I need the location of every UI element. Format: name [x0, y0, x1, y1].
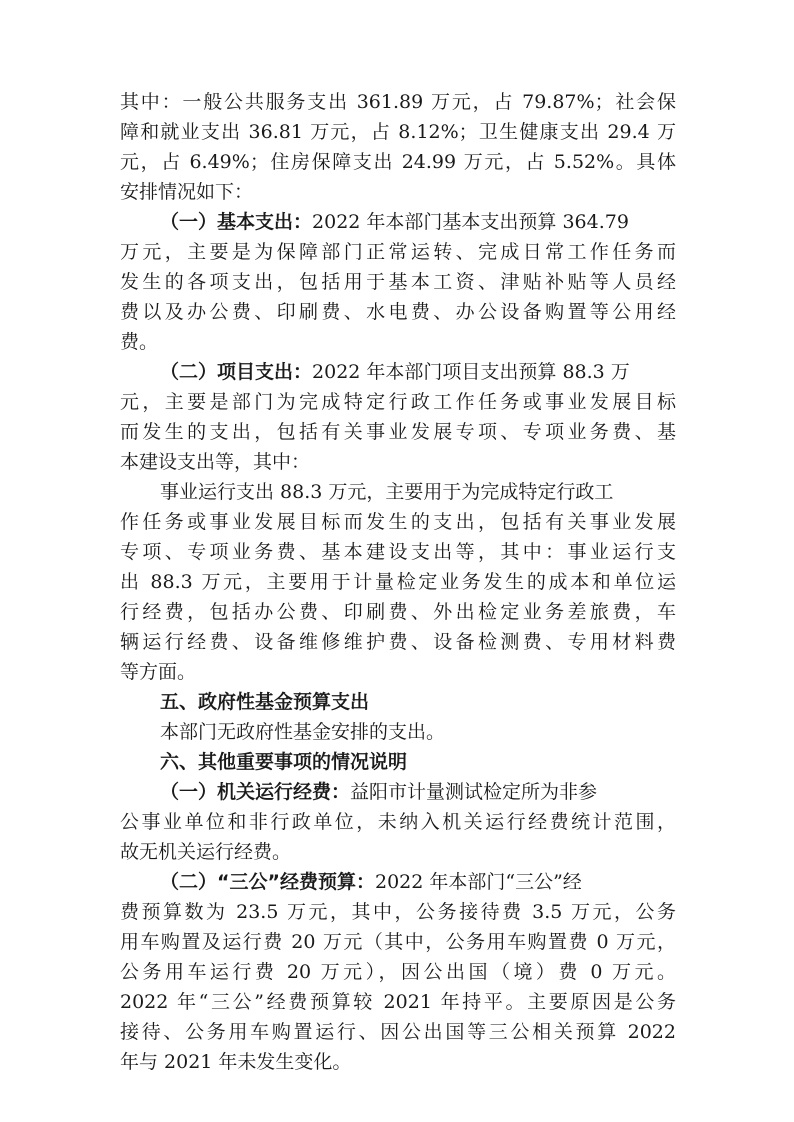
- three-public-text: 2022 年本部门“三公”经: [374, 871, 582, 893]
- text-line: 本部门无政府性基金安排的支出。: [160, 721, 446, 743]
- text-line: 安排情况如下：: [120, 181, 254, 203]
- text-line: 行经费，包括办公费、印刷费、外出检定业务差旅费，车: [120, 601, 676, 623]
- text-line: 公务用车运行费 20 万元），因公出国（境）费 0 万元。: [120, 961, 676, 983]
- project-expense-line: [120, 357, 676, 387]
- text-line: 障和就业支出 36.81 万元，占 8.12%；卫生健康支出 29.4 万: [120, 121, 676, 143]
- three-public-heading: （二）“三公”经费预算：: [160, 871, 375, 893]
- basic-expense-heading: （一）基本支出：: [160, 211, 313, 233]
- text-line: 费预算数为 23.5 万元，其中，公务接待费 3.5 万元，公务: [120, 901, 676, 923]
- text-line: 2022 年“三公”经费预算较 2021 年持平。主要原因是公务: [120, 991, 676, 1013]
- basic-expense-text: 2022 年本部门基本支出预算 364.79: [312, 211, 629, 233]
- basic-expense-line: [120, 207, 676, 237]
- text-line: 用车购置及运行费 20 万元（其中，公务用车购置费 0 万元，: [120, 931, 676, 953]
- text-line: 发生的各项支出，包括用于基本工资、津贴补贴等人员经: [120, 271, 676, 293]
- text-line: 元，占 6.49%；住房保障支出 24.99 万元，占 5.52%。具体: [120, 151, 676, 173]
- text-line: 作任务或事业发展目标而发生的支出，包括有关事业发展: [120, 511, 676, 533]
- text-line: 专项、专项业务费、基本建设支出等，其中：事业运行支: [120, 541, 676, 563]
- three-public-line: [120, 867, 676, 897]
- text-line: 故无机关运行经费。: [120, 841, 292, 863]
- text-line: 本建设支出等，其中：: [120, 451, 311, 473]
- section-five-heading: 五、政府性基金预算支出: [160, 691, 370, 713]
- text-line: 而发生的支出，包括有关事业发展专项、专项业务费、基: [120, 421, 676, 443]
- text-line: 公事业单位和非行政单位，未纳入机关运行经费统计范围，: [120, 811, 676, 833]
- text-line: 年与 2021 年未发生变化。: [120, 1051, 352, 1073]
- admin-cost-heading: （一）机关运行经费：: [160, 781, 351, 803]
- section-six-heading: 六、其他重要事项的情况说明: [160, 751, 408, 773]
- text-line: 万元，主要是为保障部门正常运转、完成日常工作任务而: [120, 241, 676, 263]
- text-line: 辆运行经费、设备维修维护费、设备检测费、专用材料费: [120, 631, 676, 653]
- admin-cost-text: 益阳市计量测试检定所为非参: [350, 781, 598, 803]
- project-expense-text: 2022 年本部门项目支出预算 88.3 万: [312, 361, 630, 383]
- text-line: 出 88.3 万元，主要用于计量检定业务发生的成本和单位运: [120, 571, 676, 593]
- admin-cost-line: [120, 777, 676, 807]
- text-line: 接待、公务用车购置运行、因公出国等三公相关预算 2022: [120, 1021, 676, 1043]
- text-line: 等方面。: [120, 661, 197, 683]
- text-line: 费。: [120, 331, 159, 353]
- document-page: [120, 87, 676, 1077]
- project-expense-heading: （二）项目支出：: [160, 361, 313, 383]
- text-line: 事业运行支出 88.3 万元，主要用于为完成特定行政工: [160, 481, 614, 503]
- text-line: 费以及办公费、印刷费、水电费、办公设备购置等公用经: [120, 301, 676, 323]
- text-line: 其中：一般公共服务支出 361.89 万元，占 79.87%；社会保: [120, 91, 676, 113]
- text-line: 元，主要是部门为完成特定行政工作任务或事业发展目标: [120, 391, 676, 413]
